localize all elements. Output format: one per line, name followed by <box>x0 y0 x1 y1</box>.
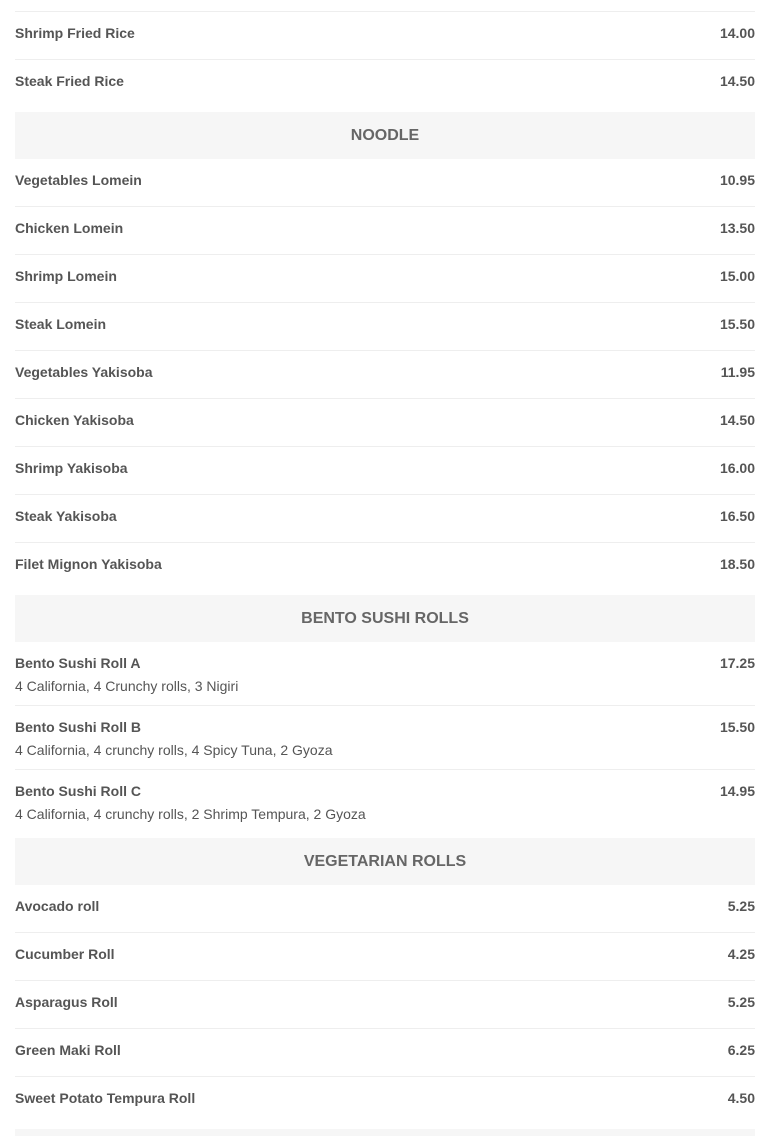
menu-item[interactable] <box>15 543 755 595</box>
menu-item[interactable] <box>15 303 755 351</box>
item-name: Bento Sushi Roll B <box>15 719 141 735</box>
menu-item[interactable] <box>15 12 755 60</box>
menu-item[interactable] <box>15 885 755 933</box>
item-price: 14.50 <box>719 73 755 89</box>
menu-item[interactable] <box>15 706 755 770</box>
item-name: Chicken Yakisoba <box>15 412 134 428</box>
menu-item[interactable] <box>15 981 755 1029</box>
item-price: 15.50 <box>719 316 755 332</box>
item-name: Shrimp Lomein <box>15 268 117 284</box>
item-name: Steak Lomein <box>15 316 107 332</box>
menu-item[interactable] <box>15 255 755 303</box>
menu-item[interactable] <box>15 207 755 255</box>
item-name: Steak Fried Rice <box>15 73 124 89</box>
item-price: 15.50 <box>719 719 755 735</box>
item-name: Shrimp Yakisoba <box>15 460 128 476</box>
item-price: 14.00 <box>719 25 755 41</box>
menu-item[interactable] <box>15 495 755 543</box>
item-price: 16.00 <box>719 460 755 476</box>
menu-item[interactable] <box>15 933 755 981</box>
item-price: 14.95 <box>719 783 755 799</box>
menu-item[interactable] <box>15 399 755 447</box>
item-name: Bento Sushi Roll A <box>15 655 141 671</box>
item-description: 4 California, 4 Crunchy rolls, 3 Nigiri <box>15 678 239 694</box>
menu-item[interactable] <box>15 1077 755 1129</box>
item-name: Vegetables Lomein <box>15 172 142 188</box>
item-name: Sweet Potato Tempura Roll <box>15 1090 196 1106</box>
item-price: 10.95 <box>719 172 755 188</box>
item-name: Asparagus Roll <box>15 994 118 1010</box>
item-price: 5.25 <box>727 994 755 1010</box>
section-header-bento: BENTO SUSHI ROLLS <box>15 595 755 642</box>
item-name: Steak Yakisoba <box>15 508 117 524</box>
item-description: 4 California, 4 crunchy rolls, 4 Spicy Tuna, 2 Gyoza <box>15 742 333 758</box>
item-price: 5.25 <box>727 898 755 914</box>
item-price: 16.50 <box>719 508 755 524</box>
item-price: 15.00 <box>719 268 755 284</box>
item-price: 6.25 <box>727 1042 755 1058</box>
menu-list <box>15 0 755 1136</box>
item-name: Green Maki Roll <box>15 1042 121 1058</box>
item-price: 18.50 <box>719 556 755 572</box>
menu-item[interactable] <box>15 642 755 706</box>
item-price: 4.25 <box>727 946 755 962</box>
menu-item[interactable] <box>15 1029 755 1077</box>
item-name: Bento Sushi Roll C <box>15 783 141 799</box>
item-price: 4.50 <box>727 1090 755 1106</box>
item-price: 11.95 <box>720 364 755 380</box>
menu-item[interactable] <box>15 447 755 495</box>
item-name: Shrimp Fried Rice <box>15 25 135 41</box>
divider <box>15 0 755 12</box>
section-header-next <box>15 1129 755 1136</box>
item-price: 14.50 <box>719 412 755 428</box>
section-header-vegetarian: VEGETARIAN ROLLS <box>15 838 755 885</box>
item-name: Vegetables Yakisoba <box>15 364 153 380</box>
item-price: 17.25 <box>719 655 755 671</box>
item-description: 4 California, 4 crunchy rolls, 2 Shrimp Tempura, 2 Gyoza <box>15 806 366 822</box>
item-name: Cucumber Roll <box>15 946 115 962</box>
menu-item[interactable] <box>15 60 755 112</box>
item-name: Avocado roll <box>15 898 100 914</box>
menu-item[interactable] <box>15 770 755 838</box>
section-header-noodle: NOODLE <box>15 112 755 159</box>
menu-item[interactable] <box>15 351 755 399</box>
item-price: 13.50 <box>719 220 755 236</box>
item-name: Filet Mignon Yakisoba <box>15 556 162 572</box>
menu-item[interactable] <box>15 159 755 207</box>
item-name: Chicken Lomein <box>15 220 124 236</box>
